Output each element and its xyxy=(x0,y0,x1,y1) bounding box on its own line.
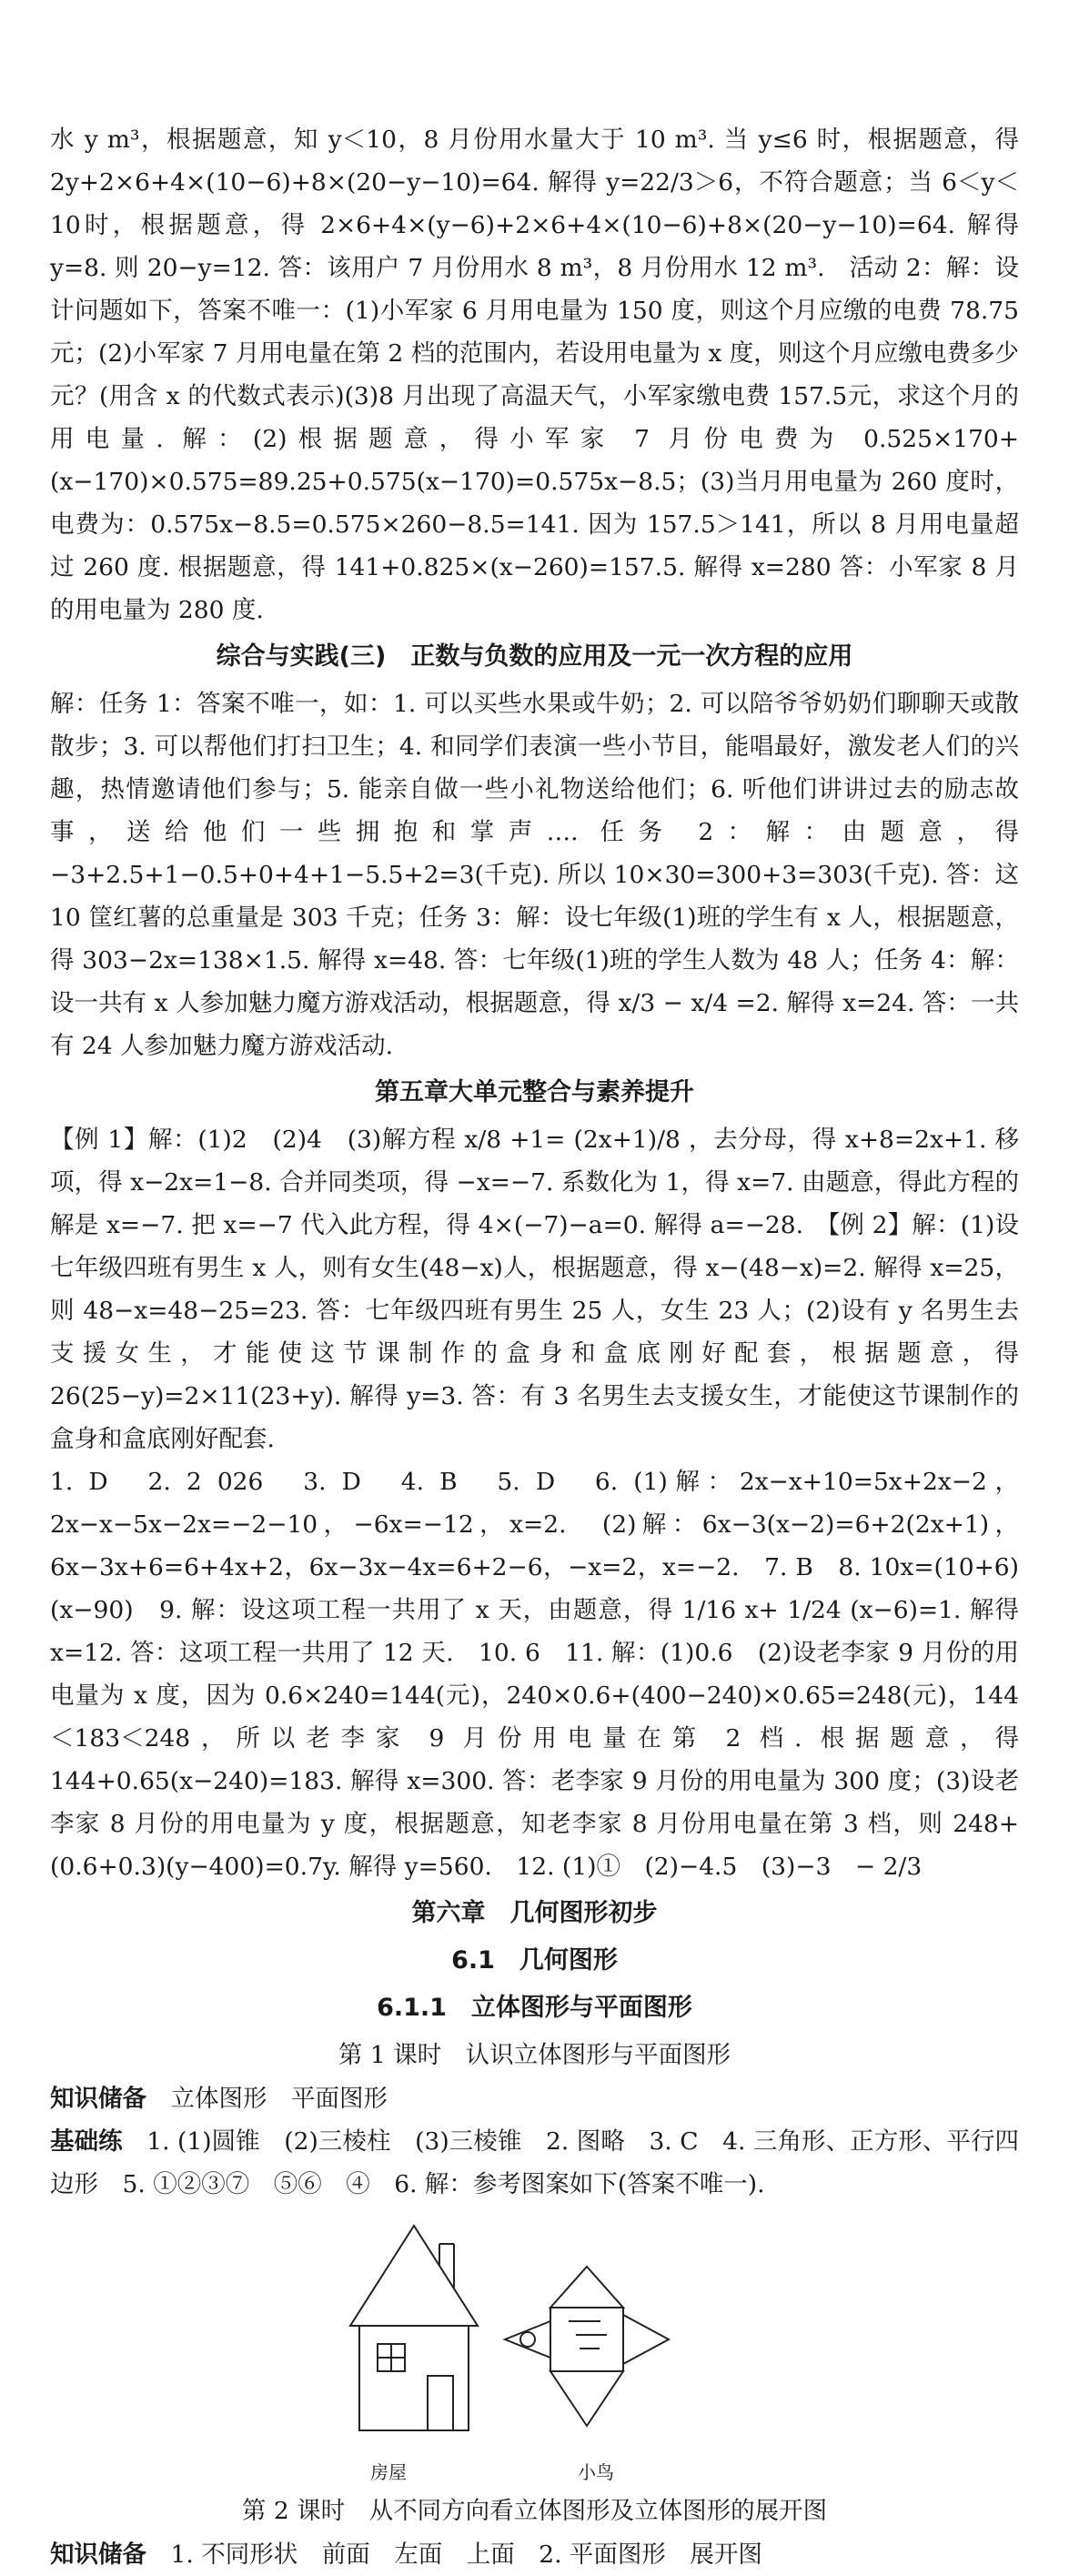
shape-drawings xyxy=(341,2217,760,2453)
basic-answers: 1. (1)圆锥 (2)三棱柱 (3)三棱锥 2. 图略 3. C 4. 三角形、正方形、平行四边形 5. ①②③⑦ ⑤⑥ ④ 6. 解：参考图案如下(答案不唯一). xyxy=(50,2127,1020,2198)
lesson2-heading: 第 2 课时 从不同方向看立体图形及立体图形的展开图 xyxy=(241,2497,828,2525)
activity-solution-text: 水 y m³，根据题意，知 y＜10，8 月份用水量大于 10 m³. 当 y≤6 时，根据题意，得 2y+2×6+4×(10−6)+8×(20−y−10)=64. 解得 y=22/3＞6，不符合题意；当 6＜y＜10时，根据题意，得 2×6+4×(y−6)+2×6+4×(10−6)+8×(20−y−10)=64. 解得 y=8. 则 20−y=12. 答：该用户 7 月份用水 8 m³，8 月份用水 12 m³. 活动 2：解：设计问题如下，答案不唯一：(1)小军家 6 月用电量为 150 度，则这个月应缴的电费 78.75 元；(2)小军家 7 月用电量在第 2 档的范围内，若设用电量为 x 度，则这个月应缴电费多少元？(用含 x 的代数式表示)(3)8 月出现了高温天气，小军家缴电费 157.5元，求这个月的用电量. 解：(2)根据题意，得小军家 7 月份电费为 0.525×170+(x−170)×0.575=89.25+0.575(x−170)=0.575x−8.5；(3)当月用电量为 260 度时，电费为：0.575x−8.5=0.575×260−8.5=141. 因为 157.5＞141，所以 8 月用电量超过 260 度. 根据题意，得 141+0.825×(x−260)=157.5. 解得 x=280 答：小军家 8 月的用电量为 280 度. xyxy=(50,126,1019,624)
knowledge-label-2: 知识储备 xyxy=(50,2541,146,2569)
knowledge-answers-2: 1. 不同形状 前面 左面 上面 2. 平面图形 展开图 xyxy=(146,2541,762,2569)
bird-bottom-triangle xyxy=(550,2371,623,2426)
section-6-1-heading: 6.1 几何图形 xyxy=(451,1946,618,1975)
bird-tail xyxy=(623,2315,669,2364)
bird-eye xyxy=(520,2332,535,2347)
basic-label: 基础练 xyxy=(50,2127,123,2156)
figure-house-bird xyxy=(50,2217,1019,2490)
knowledge-reserve-line xyxy=(50,2077,1019,2120)
caption-bird: 小鸟 xyxy=(578,2461,614,2483)
knowledge-answers: 立体图形 平面图形 xyxy=(146,2085,388,2113)
caption-house: 房屋 xyxy=(370,2461,407,2483)
examples-solution-text: 【例 1】解：(1)2 (2)4 (3)解方程 x/8 +1= (2x+1)/8 ，去分母，得 x+8=2x+1. 移项，得 x−2x=1−8. 合并同类项，得 −x=−7. 系数化为 1，得 x=7. 由题意，得此方程的解是 x=−7. 把 x=−7 代入此方程，得 4×(−7)−a=0. 解得 a=−28. 【例 2】解：(1)设七年级四班有男生 x 人，则有女生(48−x)人，根据题意，得 x−(48−x)=2. 解得 x=25，则 48−x=48−25=23. 答：七年级四班有男生 25 人，女生 23 人；(2)设有 y 名男生去支援女生，才能使这节课制作的盒身和盒底刚好配套，根据题意，得 26(25−y)=2×11(23+y). 解得 y=3. 答：有 3 名男生去支援女生，才能使这节课制作的盒身和盒底刚好配套. xyxy=(50,1126,1019,1453)
bird-head xyxy=(505,2321,550,2358)
knowledge-reserve-line-2 xyxy=(50,2533,1019,2576)
chapter5-review-heading: 第五章大单元整合与素养提升 xyxy=(375,1078,694,1106)
knowledge-label: 知识储备 xyxy=(50,2085,146,2113)
section-6-1-1-heading: 6.1.1 立体图形与平面图形 xyxy=(377,1994,692,2022)
chapter6-heading: 第六章 几何图形初步 xyxy=(411,1899,658,1927)
house-door xyxy=(428,2376,453,2430)
house-roof xyxy=(350,2226,478,2326)
section-heading-practice: 综合与实践(三) 正数与负数的应用及一元一次方程的应用 xyxy=(216,642,853,671)
answer-page xyxy=(50,118,1019,2576)
practice-solution-text: 解：任务 1：答案不唯一，如：1. 可以买些水果或牛奶；2. 可以陪爷爷奶奶们聊聊天或散散步；3. 可以帮他们打扫卫生；4. 和同学们表演一些小节目，能唱最好，激发老人们的兴趣，热情邀请他们参与；5. 能亲自做一些小礼物送给他们；6. 听他们讲讲过去的励志故事，送给他们一些拥抱和掌声…. 任务 2：解：由题意，得 −3+2.5+1−0.5+0+4+1−5.5+2=3(千克). 所以 10×30=300+3=303(千克). 答：这 10 筐红薯的总重量是 303 千克；任务 3：解：设七年级(1)班的学生有 x 人，根据题意，得 303−2x=138×1.5. 解得 x=48. 答：七年级(1)班的学生人数为 48 人；任务 4：解：设一共有 x 人参加魅力魔方游戏活动，根据题意，得 x/3 − x/4 =2. 解得 x=24. 答：一共有 24 人参加魅力魔方游戏活动. xyxy=(50,690,1019,1060)
bird-body xyxy=(550,2308,623,2371)
bird-top-triangle xyxy=(550,2267,623,2308)
lesson1-heading: 第 1 课时 认识立体图形与平面图形 xyxy=(338,2041,731,2069)
basic-practice-line xyxy=(50,2120,1019,2206)
exercise-answers-text: 1. D 2. 2 026 3. D 4. B 5. D 6. (1)解：2x−x+10=5x+2x−2，2x−x−5x−2x=−2−10，−6x=−12，x=2. (2)解：6x−3(x−2)=6+2(2x+1)，6x−3x+6=6+4x+2，6x−3x−4x=6+2−6，−x=2，x=−2. 7. B 8. 10x=(10+6)(x−90) 9. 解：设这项工程一共用了 x 天，由题意，得 1/16 x+ 1/24 (x−6)=1. 解得 x=12. 答：这项工程一共用了 12 天. 10. 6 11. 解：(1)0.6 (2)设老李家 9 月份的用电量为 x 度，因为 0.6×240=144(元)，240×0.6+(400−240)×0.65=248(元)，144＜183＜248，所以老李家 9 月份用电量在第 2 档. 根据题意，得 144+0.65(x−240)=183. 解得 x=300. 答：老李家 9 月份的用电量为 300 度；(3)设老李家 8 月份的用电量为 y 度，根据题意，知老李家 8 月份用电量在第 3 档，则 248+(0.6+0.3)(y−400)=0.7y. 解得 y=560. 12. (1)① (2)−4.5 (3)−3 − 2/3 xyxy=(50,1468,1019,1881)
